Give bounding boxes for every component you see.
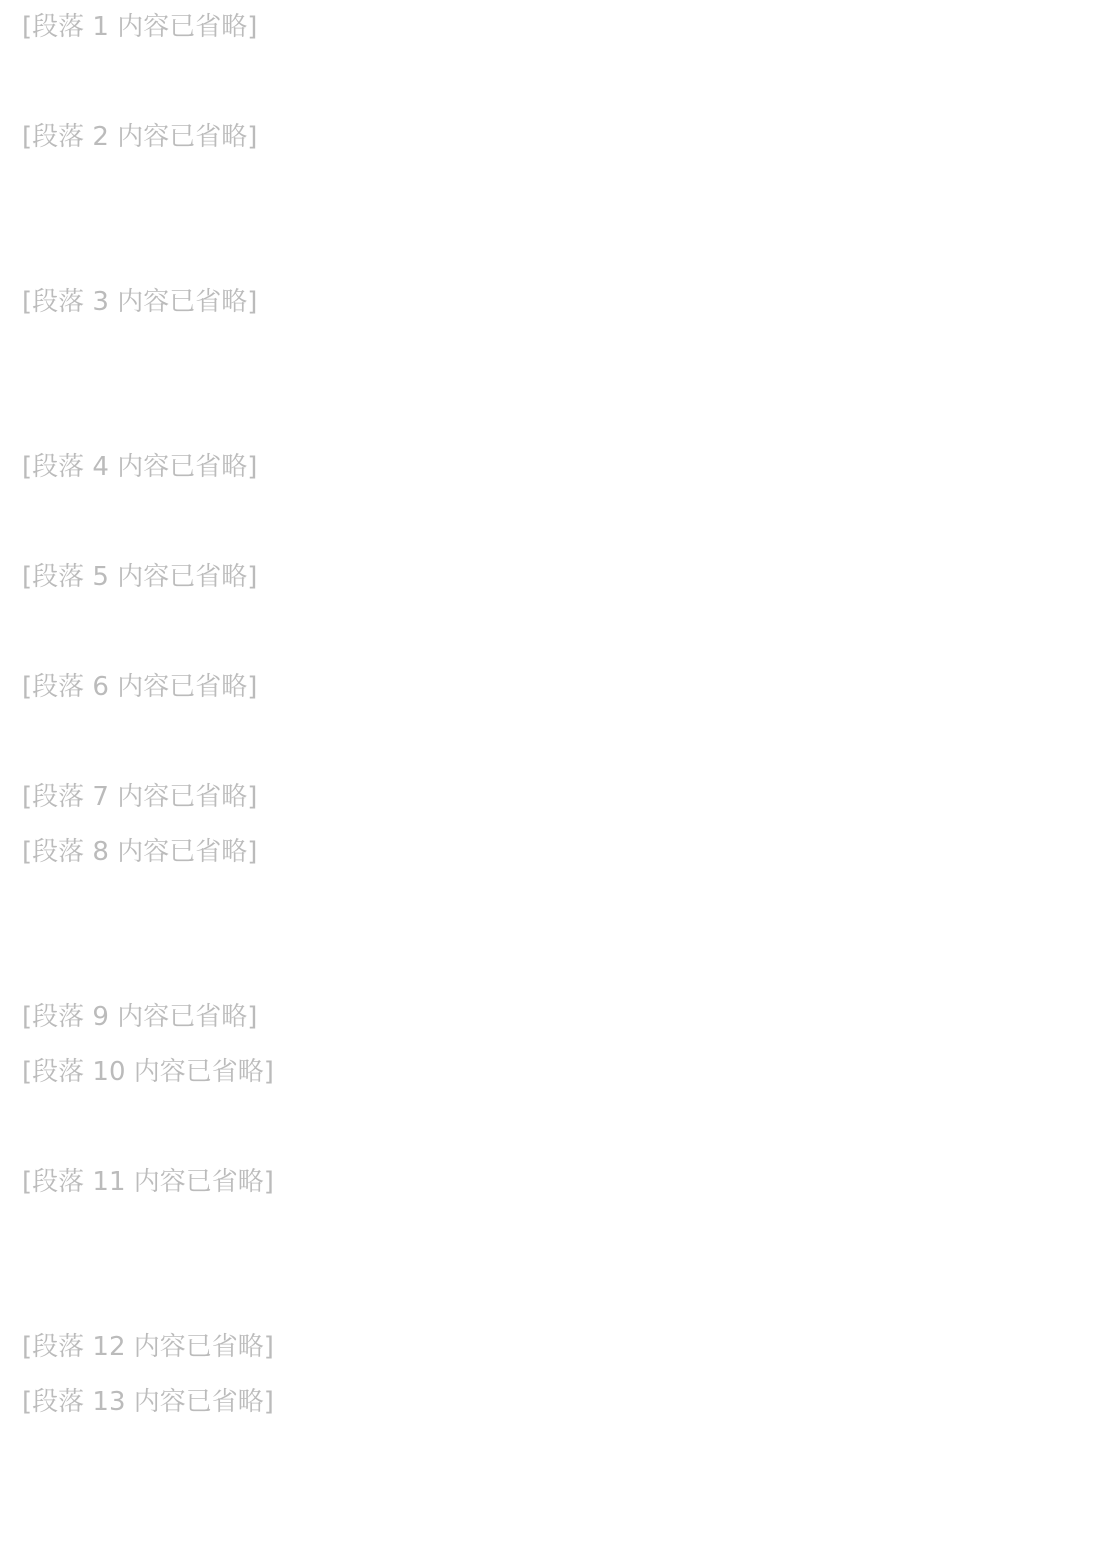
paragraph xyxy=(22,990,1088,1045)
paragraph-text: [段落 6 内容已省略] xyxy=(22,672,258,702)
paragraph xyxy=(22,1045,1088,1155)
paragraph-text: [段落 10 内容已省略] xyxy=(22,1057,274,1087)
paragraph xyxy=(22,1375,1088,1540)
paragraph xyxy=(22,0,1088,110)
paragraph xyxy=(22,770,1088,825)
paragraph-text: [段落 1 内容已省略] xyxy=(22,12,258,42)
paragraph xyxy=(22,1320,1088,1375)
paragraph-text: [段落 8 内容已省略] xyxy=(22,837,258,867)
blank-line xyxy=(22,495,1088,550)
paragraph-text: [段落 12 内容已省略] xyxy=(22,1332,274,1362)
paragraph-text: [段落 9 内容已省略] xyxy=(22,1002,258,1032)
paragraph xyxy=(22,660,1088,770)
paragraph xyxy=(22,275,1088,440)
paragraph-text: [段落 13 内容已省略] xyxy=(22,1387,274,1417)
paragraph xyxy=(22,1155,1088,1320)
paragraph-text: [段落 5 内容已省略] xyxy=(22,562,258,592)
paragraph xyxy=(22,550,1088,660)
paragraph xyxy=(22,825,1088,990)
paragraph xyxy=(22,110,1088,275)
paragraph-text: [段落 4 内容已省略] xyxy=(22,452,258,482)
paragraph-text: [段落 11 内容已省略] xyxy=(22,1167,274,1197)
paragraph-text: [段落 3 内容已省略] xyxy=(22,287,258,317)
paragraph-text: [段落 2 内容已省略] xyxy=(22,122,258,152)
paragraph-text: [段落 7 内容已省略] xyxy=(22,782,258,812)
paragraph xyxy=(22,440,1088,495)
